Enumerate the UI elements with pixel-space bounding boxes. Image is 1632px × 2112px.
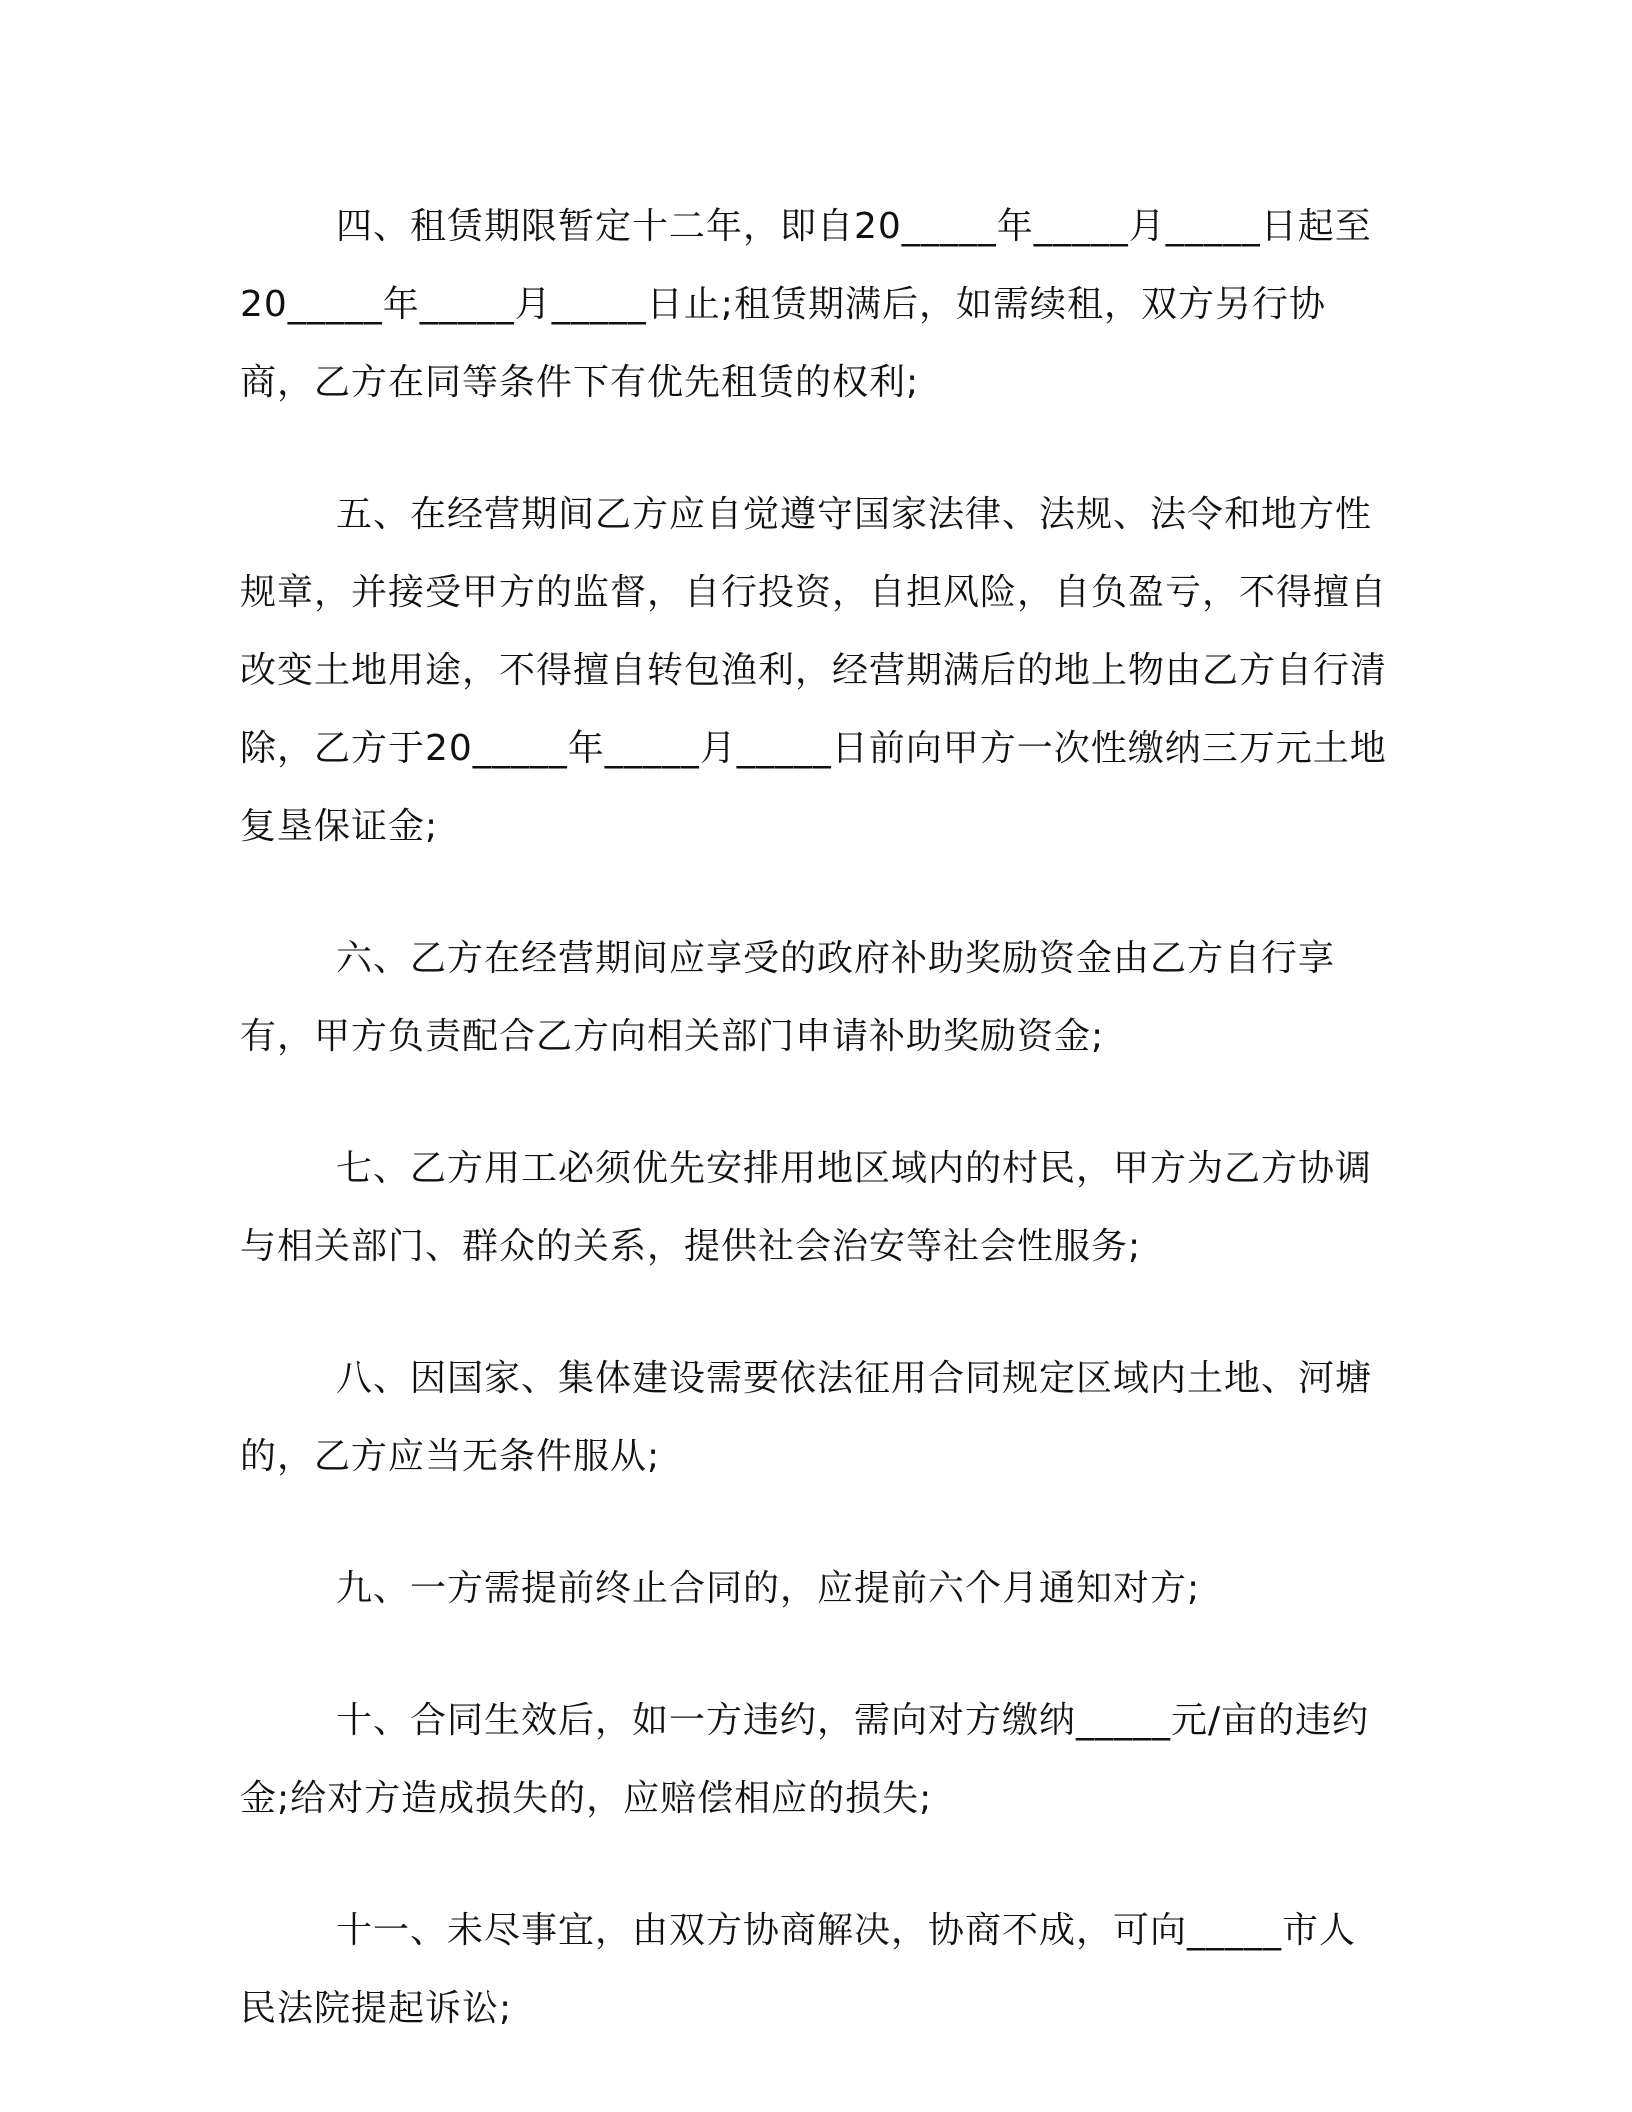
contract-body <box>240 188 1392 2048</box>
clause-8-land-requisition: 八、因国家、集体建设需要依法征用合同规定区域内土地、河塘的，乙方应当无条件服从; <box>240 1358 1373 1477</box>
clause-5-operation-rules: 五、在经营期间乙方应自觉遵守国家法律、法规、法令和地方性规章，并接受甲方的监督，自行投资，自担风险，自负盈亏，不得擅自改变土地用途，不得擅自转包渔利，经营期满后的地上物由乙方自行清除，乙方于20_____年_____月_____日前向甲方一次性缴纳三万元土地复垦保证金; <box>240 494 1388 847</box>
clause-6-subsidies: 六、乙方在经营期间应享受的政府补助奖励资金由乙方自行享有，甲方负责配合乙方向相关部门申请补助奖励资金; <box>240 938 1336 1057</box>
clause-7-employment: 七、乙方用工必须优先安排用地区域内的村民，甲方为乙方协调与相关部门、群众的关系，提供社会治安等社会性服务; <box>240 1148 1373 1267</box>
clause-11-disputes: 十一、未尽事宜，由双方协商解决，协商不成，可向_____市人民法院提起诉讼; <box>240 1910 1357 2029</box>
clause-4-lease-term: 四、租赁期限暂定十二年，即自20_____年_____月_____日起至20_____年_____月_____日止;租赁期满后，如需续租，双方另行协商，乙方在同等条件下有优先租赁的权利; <box>240 206 1372 403</box>
clause-10-breach: 十、合同生效后，如一方违约，需向对方缴纳_____元/亩的违约金;给对方造成损失的，应赔偿相应的损失; <box>240 1700 1370 1819</box>
clause-9-termination: 九、一方需提前终止合同的，应提前六个月通知对方; <box>336 1568 1201 1609</box>
